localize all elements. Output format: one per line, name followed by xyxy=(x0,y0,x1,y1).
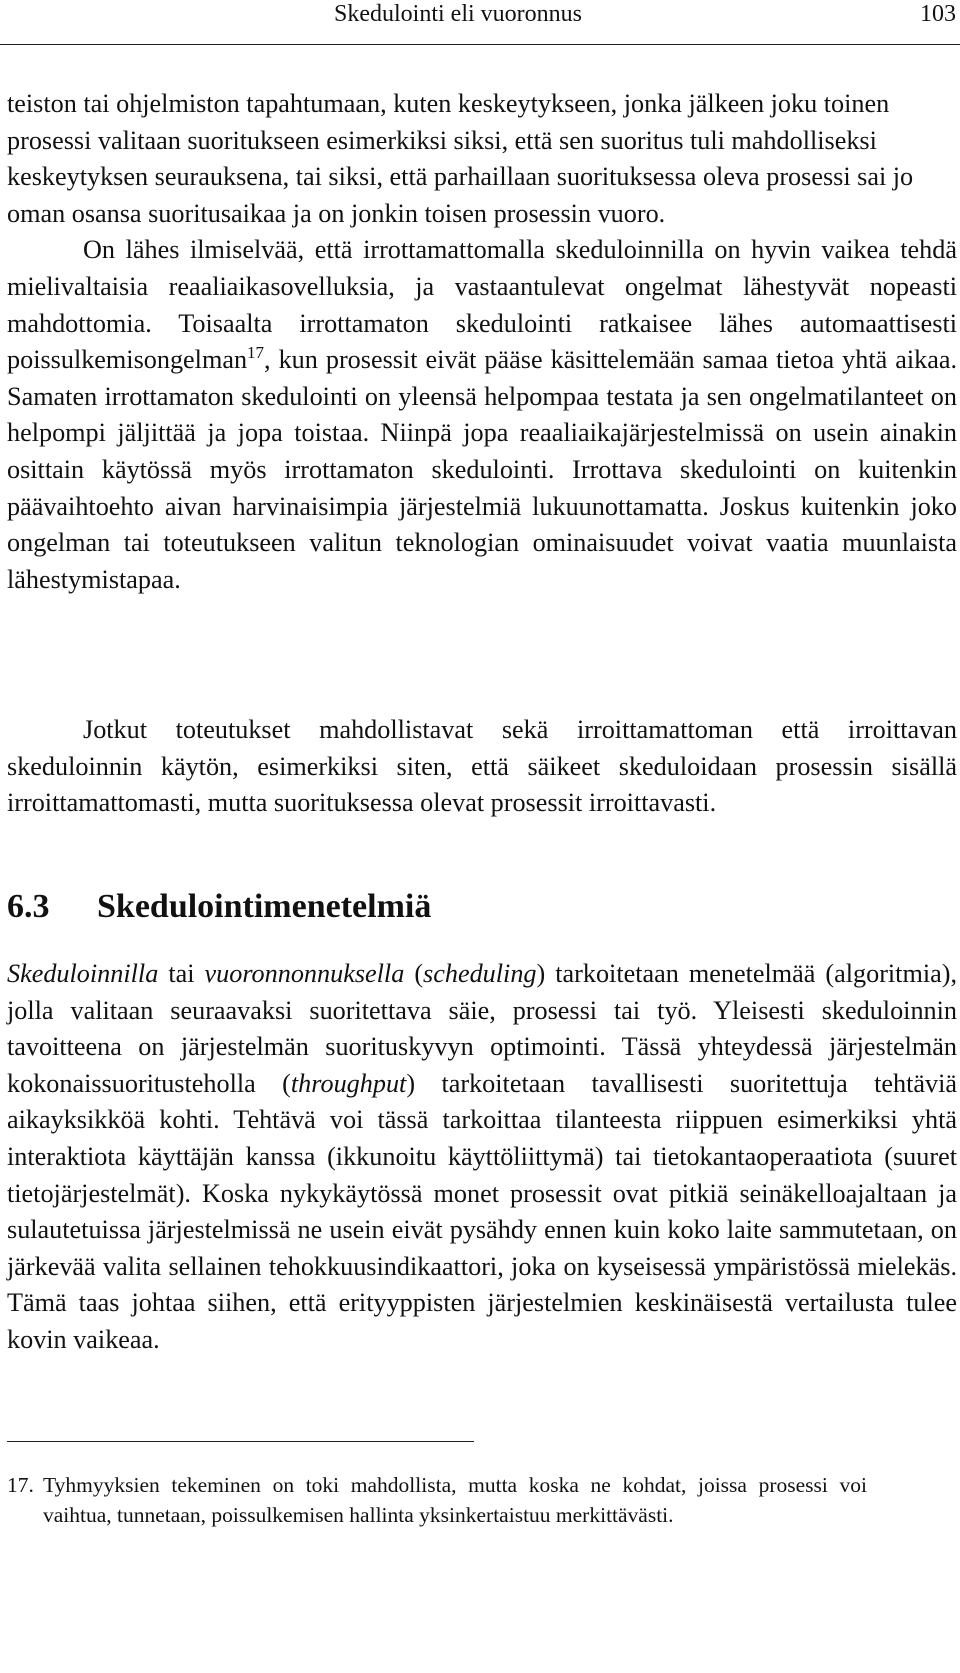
footnote-divider xyxy=(7,1441,474,1442)
running-title: Skedulointi eli vuoronnus xyxy=(334,1,582,27)
paragraph-continued xyxy=(7,86,957,598)
term-skeduloinnilla: Skeduloinnilla xyxy=(7,959,159,988)
paragraph-main-text: On lähes ilmiselvää, että irrottamattomalla skeduloinnilla on hyvin vaikea tehdä mielivaltaisia reaaliaikasovelluksia, ja vastaantulevat ongelmat lähestyvät nopeasti mahdottomia. Toisaalta irrottamaton skedulointi ratkaisee lähes automaattisesti poissulkemisongelman xyxy=(7,235,957,375)
term-scheduling: scheduling xyxy=(423,959,537,988)
text-run: ) tarkoitetaan tavallisesti suoritettuja tehtäviä aikayksikköä kohti. Tehtävä voi tässä tarkoittaa tilanteesta riippuen esimerkiksi yhtä interaktiota käyttäjän kanssa (ikkunoitu käyttöliittymä) tai tietokantaoperaatiota (suuret tietojärjestelmät). Koska nykykäytössä monet prosessit ovat pitkiä seinäkelloajaltaan ja sulautetuissa järjestelmissä ne usein eivät pysähdy ennen kuin koko laite sammutetaan, on järkevää valita sellainen tehokkuusindikaattori, joka on kyseisessä ympäristössä mielekäs. Tämä taas johtaa siihen, että erityyppisten järjestelmien keskinäisestä vertailusta tulee kovin vaikeaa. xyxy=(7,1068,957,1354)
section-number: 6.3 xyxy=(7,888,50,925)
paragraph-main xyxy=(7,232,957,598)
text-run: ) tarkoitetaan menetelmää (algoritmia), jolla valitaan seuraavaksi suoritettava säie, prosessi tai työ. Yleisesti skeduloinnin tavoitteena on järjestelmän suorituskyvyn optimointi. Tässä yhteydessä järjestelmän kokonaissuoritusteholla ( xyxy=(7,959,957,1098)
footnote-reference: 17 xyxy=(247,343,265,363)
footnote-text: Tyhmyyksien tekeminen on toki mahdollista, mutta koska ne kohdat, joissa prosessi voi vaihtua, tunnetaan, poissulkemisen hallinta yksinkertaistuu merkittävästi. xyxy=(43,1473,867,1527)
paragraph-second: Jotkut toteutukset mahdollistavat sekä irroittamattoman että irroittavan skeduloinnin käytön, esimerkiksi siten, että säikeet skeduloidaan prosessin sisällä irroittamattomasti, mutta suorituksessa olevat prosessit irroittavasti. xyxy=(7,715,957,818)
running-header xyxy=(0,0,960,45)
term-vuoronnonnuksella: vuoronnonnuksella xyxy=(204,959,405,988)
page-number: 103 xyxy=(920,1,956,27)
term-throughput: throughput xyxy=(290,1068,407,1098)
paragraph-main-text-cont: , kun prosessit eivät pääse käsittelemään samaa tietoa yhtä aikaa. Samaten irrottamaton skedulointi on yleensä helpompaa testata ja sen ongelmatilanteet on helpompi jäljittää ja jopa toistaa. Niinpä jopa reaaliaikajärjestelmissä on usein ainakin osittain käytössä myös irrottamaton skedulointi. Irrottava skedulointi on kuitenkin päävaihtoehto aivan harvinaisimpia järjestelmiä lukuunottamatta. Joskus kuitenkin joko ongelman tai toteutukseen valitun teknologian ominaisuudet voivat vaatia muunlaista lähestymistapaa. xyxy=(7,345,957,594)
section-title: Skedulointimenetelmiä xyxy=(97,888,432,925)
paragraph-third xyxy=(7,956,957,1359)
text-run: tai xyxy=(158,959,205,988)
footnote xyxy=(7,1470,867,1530)
footnote-number: 17. xyxy=(7,1473,34,1497)
text-run: ( xyxy=(404,959,424,988)
section-heading xyxy=(7,886,431,928)
paragraph-lead: teiston tai ohjelmiston tapahtumaan, kuten keskeytykseen, jonka jälkeen joku toinen prosessi valitaan suoritukseen esimerkiksi siksi, että sen suoritus tuli mahdolliseksi keskeytyksen seurauksena, tai siksi, että parhaillaan suorituksessa oleva prosessi sai jo oman osansa suoritusaikaa ja on jonkin toisen prosessin vuoro. xyxy=(7,89,914,228)
